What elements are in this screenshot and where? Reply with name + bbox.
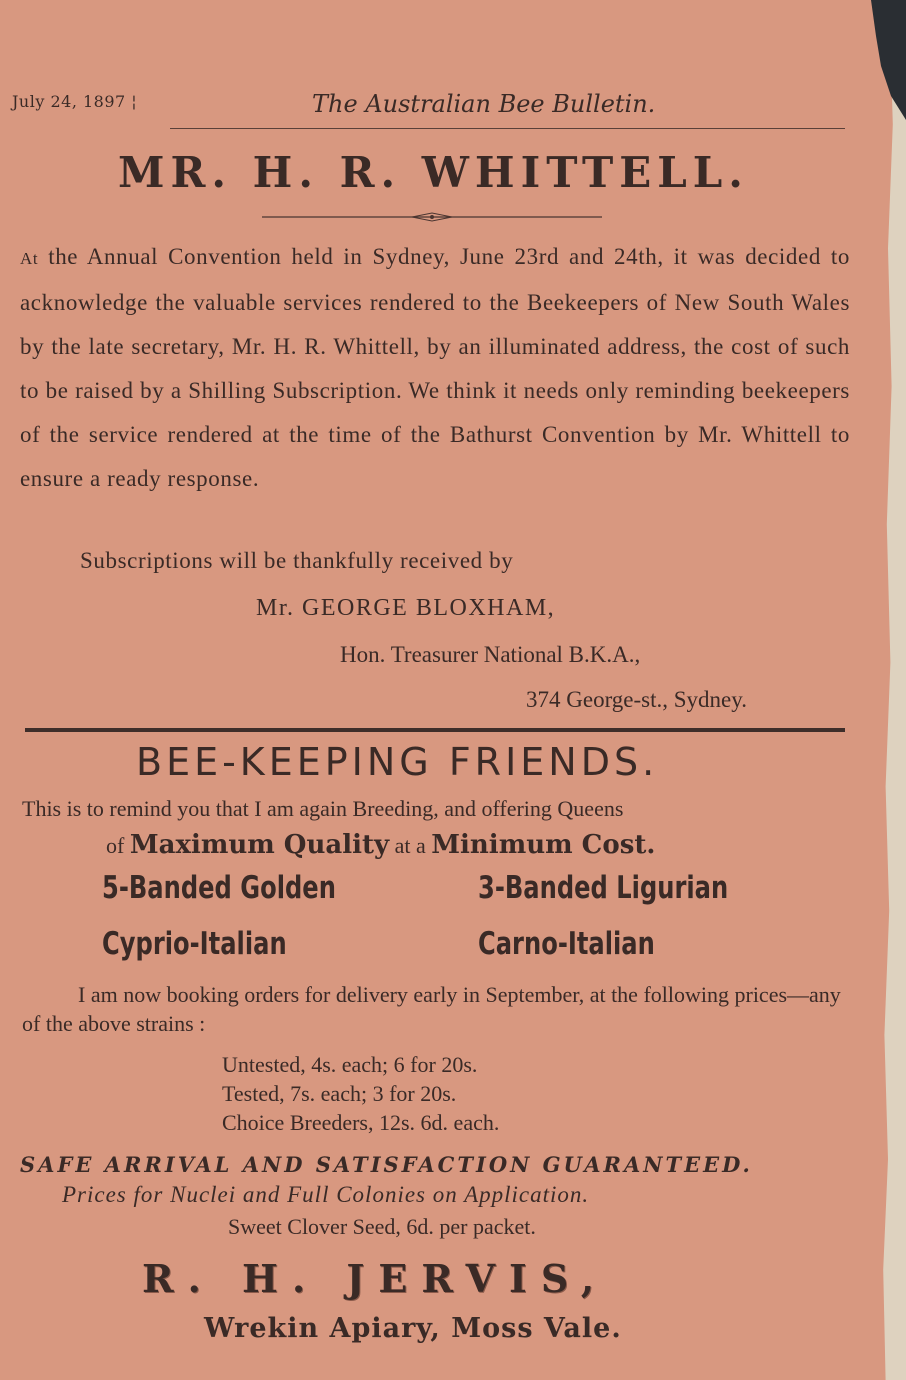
price-line: Tested, 7s. each; 3 for 20s.: [222, 1081, 457, 1106]
advert-intro-line1: This is to remind you that I am again Breeding, and offering Queens: [22, 796, 624, 821]
strain-item: Cyprio-Italian: [102, 926, 287, 962]
advert-title: BEE-KEEPING FRIENDS.: [136, 740, 659, 784]
guarantee-line: SAFE ARRIVAL AND SATISFACTION GUARANTEED.: [20, 1152, 753, 1177]
signature-name: Mr. GEORGE BLOXHAM,: [256, 595, 556, 621]
apiary-location: Wrekin Apiary, Moss Vale.: [204, 1313, 622, 1344]
strain-item: 3-Banded Ligurian: [478, 870, 729, 906]
price-line: Choice Breeders, 12s. 6d. each.: [222, 1110, 500, 1135]
clover-line: Sweet Clover Seed, 6d. per packet.: [228, 1214, 536, 1239]
maximum-quality: Maximum Quality: [129, 830, 390, 860]
strain-item: 5-Banded Golden: [102, 870, 336, 906]
price-line: Untested, 4s. each; 6 for 20s.: [222, 1052, 478, 1077]
minimum-cost: Minimum Cost.: [431, 830, 656, 860]
strain-item: Carno-Italian: [478, 926, 655, 962]
intro-at: at a: [394, 833, 426, 858]
article-paragraph: [20, 235, 850, 501]
page-date: July 24, 1897 ¦: [12, 92, 138, 111]
seller-name: R. H. JERVIS,: [142, 1256, 609, 1301]
article-body: [20, 235, 850, 501]
dark-background-corner: [856, 0, 906, 120]
publication-title: The Australian Bee Bulletin.: [312, 90, 656, 118]
header-rule: [170, 128, 845, 129]
article-title: MR. H. R. WHITTELL.: [118, 148, 749, 197]
section-divider: [25, 728, 845, 732]
subscriptions-line: Subscriptions will be thankfully received by: [80, 548, 514, 573]
paragraph-text: the Annual Convention held in Sydney, June 23rd and 24th, it was decided to acknowledge the valuable services rendered to the Beekeepers of New South Wales by the late secretary, Mr. H. R. Whittell, by an illuminated address, the cost of such to be raised by a Shilling Subscription. We think it needs only reminding beekeepers of the service rendered at the time of the Bathurst Convention by Mr. Whittell to ensure a ready response.: [20, 244, 851, 491]
booking-text: I am now booking orders for delivery early in September, at the following prices—any of the above strains :: [22, 982, 841, 1036]
lead-smallcaps: At: [20, 249, 39, 268]
signature-role: Hon. Treasurer National B.K.A.,: [340, 642, 641, 667]
signature-address: 374 George-st., Sydney.: [526, 687, 748, 712]
torn-page-edge: [846, 0, 906, 1380]
ornamental-rule: [262, 210, 602, 224]
intro-of: of: [106, 833, 125, 858]
nuclei-line: Prices for Nuclei and Full Colonies on Application.: [62, 1182, 590, 1207]
advert-intro-line2: [106, 830, 655, 860]
